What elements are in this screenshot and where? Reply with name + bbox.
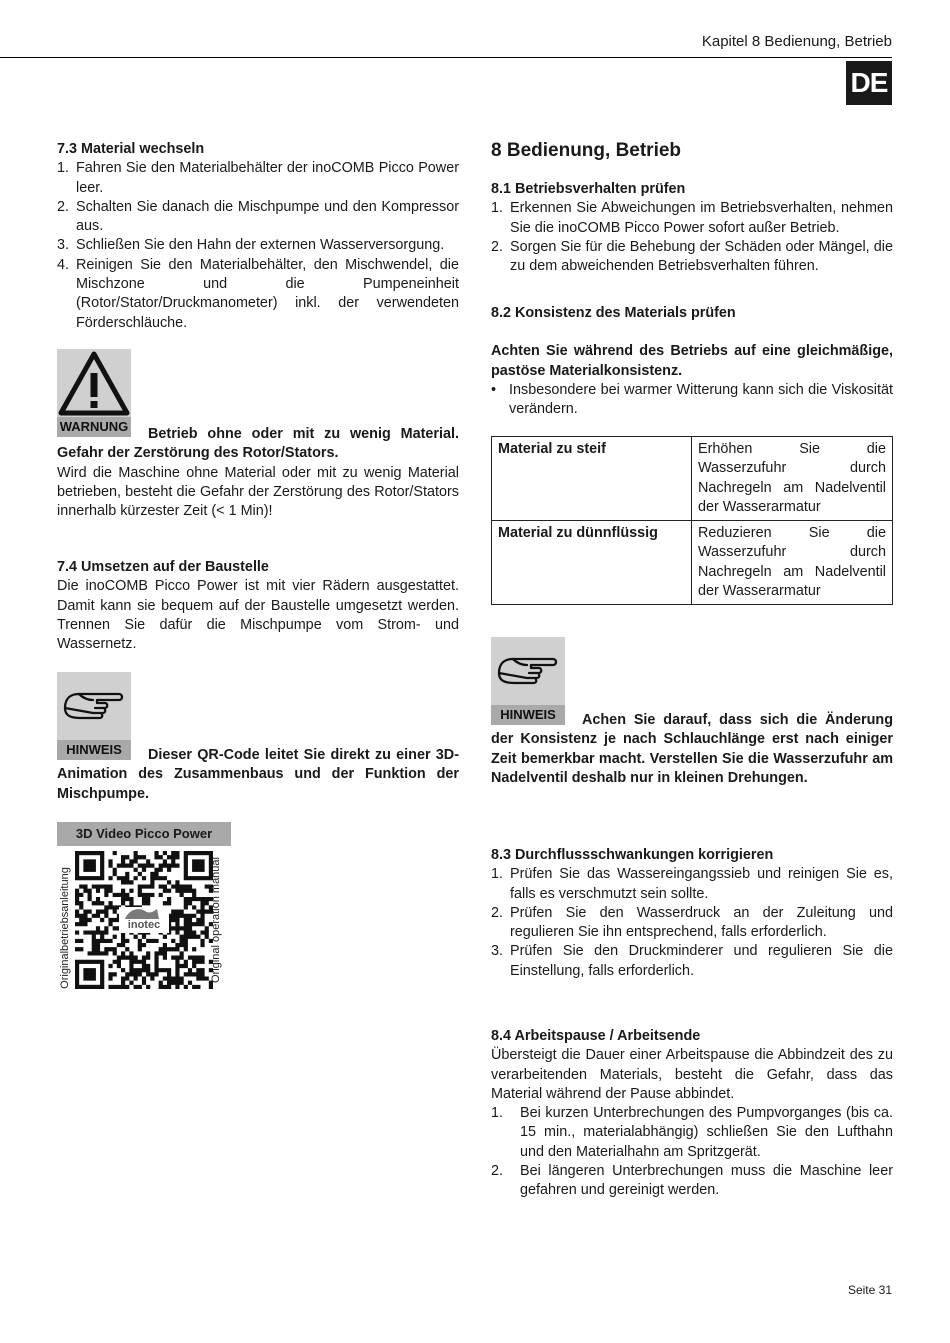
hint-label: HINWEIS [491, 705, 565, 725]
list-item: 2. Sorgen Sie für die Behebung der Schäden oder Mängel, die zu dem abweichenden Betriebsverhalten führen. [491, 238, 893, 275]
section-7-4 [57, 558, 459, 654]
chapter-title: 8 Bedienung, Betrieb [491, 140, 682, 161]
bullet-icon: • [491, 381, 497, 398]
list-item: 3. Prüfen Sie den Druckminderer und regulieren Sie die Einstellung, falls erforderlich. [491, 943, 893, 979]
hint-text-block [57, 746, 459, 804]
section-title: 8.1 Betriebsverhalten prüfen [491, 181, 686, 197]
inotec-logo-text: inotec [127, 919, 161, 931]
hint-label: HINWEIS [57, 740, 131, 760]
inotec-logo [119, 907, 169, 933]
list-item: 1. Bei kurzen Unterbrechungen des Pumpvorganges (bis ca. 15 min., materialabhängig) schließen Sie den Lufthahn und den Materialhahn am Spritzgerät. [491, 1105, 893, 1160]
header-chapter-title: Kapitel 8 Bedienung, Betrieb [701, 33, 892, 50]
warning-triangle-icon [57, 349, 131, 417]
section-title: 8.4 Arbeitspause / Arbeitsende [491, 1028, 701, 1044]
qr-right-vertical-text: Original operation manual [210, 857, 222, 983]
section-8-4 [491, 1027, 893, 1201]
section-title: 8.3 Durchflussschwankungen korrigieren [491, 847, 774, 863]
table-cell-key: Material zu dünnflüssig [492, 521, 692, 605]
steps-list [491, 1104, 893, 1200]
chapter-8 [491, 139, 893, 163]
table-row [492, 437, 893, 521]
section-text: Die inoCOMB Picco Power ist mit vier Rädern ausgestattet. Damit kann sie bequem auf der Baustelle umgesetzt werden. Trennen Sie dafür die Mischpumpe vom Strom- und Wassernetz. [57, 578, 459, 653]
section-title: 7.3 Material wechseln [57, 141, 205, 157]
section-title: 7.4 Umsetzen auf der Baustelle [57, 559, 269, 575]
table-cell-value: Reduzieren Sie die Wasserzufuhr durch Nachregeln am Nadelventil der Wasserarmatur [692, 521, 893, 605]
pointing-hand-icon [491, 637, 565, 705]
qr-left-vertical-text: Originalbetriebsanleitung [59, 867, 71, 989]
page-number: Seite 31 [847, 1283, 892, 1297]
inotec-logo-icon [119, 907, 169, 919]
section-title: 8.2 Konsistenz des Materials prüfen [491, 305, 736, 321]
steps-list [491, 199, 893, 276]
table-cell-key: Material zu steif [492, 437, 692, 521]
section-lead: Achten Sie während des Betriebs auf eine gleichmäßige, pastöse Materialkonsistenz. [491, 343, 893, 379]
header-rule [0, 57, 892, 58]
list-item: 4. Reinigen Sie den Materialbehälter, den Mischwendel, die Mischzone und die Pumpeneinheit (Rotor/Stator/Druckmanometer) inkl. der verwendeten Förderschläuche. [57, 256, 459, 331]
warning-body-text: Wird die Maschine ohne Material oder mit zu wenig Material betrieben, besteht die Gefahr der Zerstörung des Rotor/Stators innerhalb kürzester Zeit (< 1 Min)! [57, 464, 459, 520]
section-text: Übersteigt die Dauer einer Arbeitspause die Abbindzeit des zu verarbeitenden Materials, besteht die Gefahr, dass das Material während der Pause abbindet. [491, 1047, 893, 1102]
consistency-table [491, 436, 893, 605]
language-badge: DE [846, 61, 892, 105]
qr-header: 3D Video Picco Power [57, 822, 231, 846]
warning-icon-block [57, 349, 131, 437]
list-item: 1. Erkennen Sie Abweichungen im Betriebsverhalten, nehmen Sie die inoCOMB Picco Power sofort außer Betrieb. [491, 200, 893, 236]
section-8-2 [491, 304, 893, 419]
table-cell-value: Erhöhen Sie die Wasserzufuhr durch Nachregeln am Nadelventil der Wasserarmatur [692, 437, 893, 521]
hint-text: Dieser QR-Code leitet Sie direkt zu einer 3D-Animation des Zusammenbaus und der Funktion der Mischpumpe. [57, 747, 459, 802]
list-item: 1. Prüfen Sie das Wassereingangssieb und reinigen Sie es, falls es verschmutzt sein sollte. [491, 866, 893, 902]
bullet-item: • Insbesondere bei warmer Witterung kann sich die Viskosität verändern. [491, 381, 893, 418]
pointing-hand-icon [57, 672, 131, 740]
hint-text-block-right [491, 711, 893, 788]
steps-list [57, 159, 459, 333]
section-7-3 [57, 140, 459, 333]
section-8-3 [491, 846, 893, 981]
list-item: 3. Schließen Sie den Hahn der externen Wasserversorgung. [57, 237, 445, 254]
list-item: 2. Schalten Sie danach die Mischpumpe und den Kompressor aus. [57, 198, 459, 235]
section-8-1 [491, 180, 893, 276]
warning-bold-text: Betrieb ohne oder mit zu wenig Material. Gefahr der Zerstörung des Rotor/Stators. [57, 426, 459, 462]
warning-label: WARNUNG [57, 417, 131, 437]
qr-code[interactable] [75, 851, 213, 989]
hint-text: Achen Sie darauf, dass sich die Änderung der Konsistenz je nach Schlauchlänge erst nach einiger Zeit bemerkbar macht. Verstellen Sie die Wasserzufuhr am Nadelventil deshalb nur in kleinen Drehungen. [491, 712, 893, 786]
list-item: 2. Prüfen Sie den Wasserdruck an der Zuleitung und regulieren Sie ihn entsprechend, falls erforderlich. [491, 904, 893, 941]
table-row [492, 521, 893, 605]
warning-text-block [57, 425, 459, 521]
steps-list [491, 865, 893, 981]
list-item: 1. Fahren Sie den Materialbehälter der inoCOMB Picco Power leer. [57, 160, 459, 196]
list-item: 2. Bei längeren Unterbrechungen muss die Maschine leer gefahren und gereinigt werden. [491, 1163, 893, 1199]
qr-block [57, 822, 231, 846]
